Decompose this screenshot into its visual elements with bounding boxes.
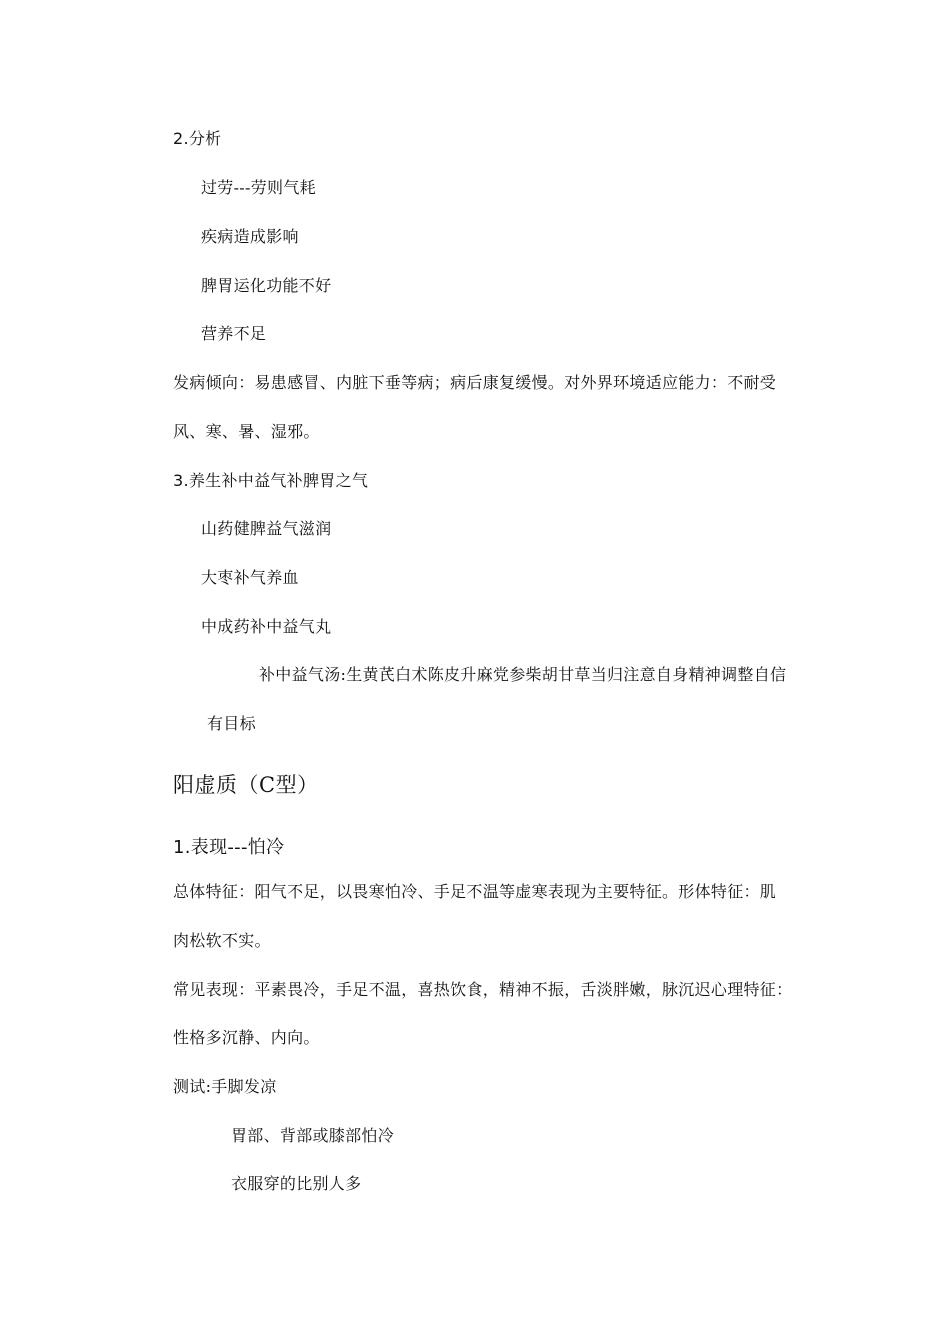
common-paragraph-line: 常见表现：平素畏冷，手足不温，喜热饮食，精神不振，舌淡胖嫩，脉沉迟心理特征： <box>173 980 793 999</box>
care-heading: 3.养生补中益气补脾胃之气 <box>173 471 369 490</box>
analysis-heading: 2.分析 <box>173 129 222 148</box>
section-title: 阳虚质（C型） <box>173 773 319 797</box>
analysis-item: 过劳---劳则气耗 <box>201 178 316 197</box>
overall-paragraph-line: 总体特征：阳气不足，以畏寒怕冷、手足不温等虚寒表现为主要特征。形体特征：肌 <box>173 882 777 901</box>
care-item: 大枣补气养血 <box>201 568 299 587</box>
test-item: 胃部、背部或膝部怕冷 <box>231 1126 395 1145</box>
common-paragraph-line: 性格多沉静、内向。 <box>173 1028 320 1047</box>
care-note-line: 有目标 <box>207 714 256 733</box>
analysis-item: 营养不足 <box>201 324 267 343</box>
test-item: 衣服穿的比别人多 <box>231 1174 362 1193</box>
tendency-paragraph-line: 发病倾向：易患感冒、内脏下垂等病；病后康复缓慢。对外界环境适应能力：不耐受 <box>173 373 777 392</box>
care-item: 中成药补中益气丸 <box>201 617 332 636</box>
overall-paragraph-line: 肉松软不实。 <box>173 931 271 950</box>
care-item: 山药健脾益气滋润 <box>201 519 332 538</box>
analysis-item: 脾胃运化功能不好 <box>201 276 332 295</box>
tendency-paragraph-line: 风、寒、暑、湿邪。 <box>173 422 320 441</box>
test-label: 测试:手脚发凉 <box>173 1077 277 1096</box>
section-heading: 1.表现---怕冷 <box>173 837 285 858</box>
care-note-line: 补中益气汤:生黄芪白术陈皮升麻党参柴胡甘草当归注意自身精神调整自信 <box>259 665 787 684</box>
analysis-item: 疾病造成影响 <box>201 227 299 246</box>
